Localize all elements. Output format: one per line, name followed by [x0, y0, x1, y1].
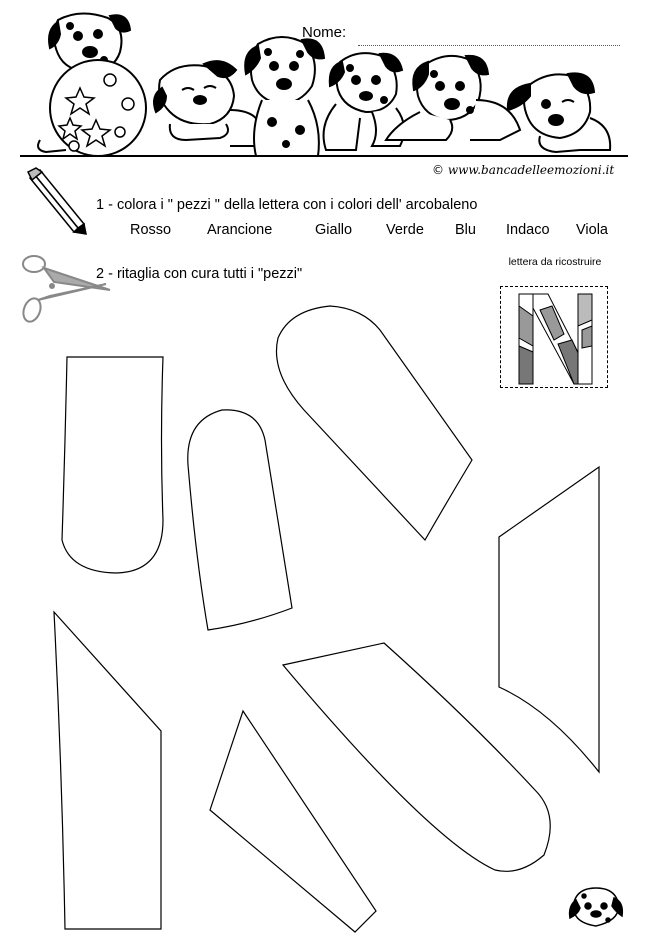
piece-bottom-center[interactable]	[210, 711, 376, 932]
piece-top-diagonal[interactable]	[276, 306, 472, 540]
color-blu: Blu	[455, 222, 476, 238]
step2-instruction: 2 - ritaglia con cura tutti i "pezzi"	[96, 266, 303, 282]
color-arancione: Arancione	[207, 222, 273, 238]
copyright-symbol: ©	[432, 163, 444, 177]
color-indaco: Indaco	[506, 222, 550, 238]
piece-right-mid[interactable]	[499, 467, 599, 772]
piece-center-left[interactable]	[188, 410, 292, 630]
step1-instruction: 1 - colora i " pezzi " della lettera con i colori dell' arcobaleno	[96, 197, 478, 213]
target-letter-label: lettera da ricostruire	[508, 256, 602, 268]
piece-left-top[interactable]	[62, 357, 163, 573]
name-label: Nome:	[302, 24, 347, 41]
credit-url: www.bancadelleemozioni.it	[447, 163, 615, 177]
color-rosso: Rosso	[130, 222, 172, 238]
small-puppy-icon	[566, 882, 626, 932]
piece-left-bottom[interactable]	[54, 612, 161, 929]
color-viola: Viola	[576, 222, 608, 238]
color-verde: Verde	[386, 222, 424, 238]
color-giallo: Giallo	[315, 222, 353, 238]
